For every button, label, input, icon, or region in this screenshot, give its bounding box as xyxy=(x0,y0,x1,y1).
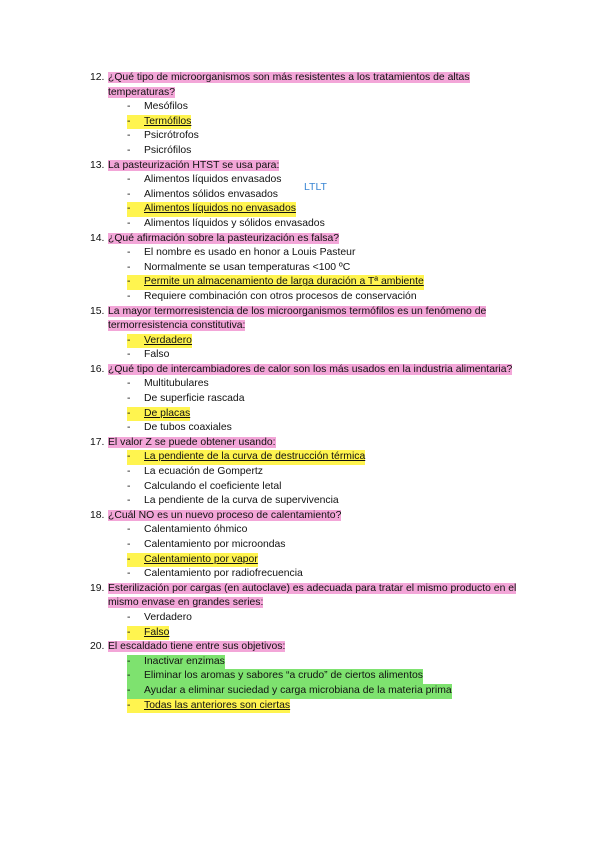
answer-option: - Multitubulares xyxy=(90,377,530,392)
answer-text: El nombre es usado en honor a Louis Pasteur xyxy=(144,247,356,259)
answer-option: - Calentamiento por vapor xyxy=(90,553,530,568)
answer-text: Normalmente se usan temperaturas <100 ºC xyxy=(144,261,351,273)
answer-option: - Ayudar a eliminar suciedad y carga microbiana de la materia prima xyxy=(90,684,530,699)
answer-option: - Mesófilos xyxy=(90,100,530,115)
answer-text: Requiere combinación con otros procesos de conservación xyxy=(144,290,417,302)
answer-option: - Inactivar enzimas xyxy=(90,655,530,670)
question xyxy=(90,640,530,655)
answer-text: La pendiente de la curva de destrucción térmica xyxy=(144,450,365,465)
answer-option: - De placas xyxy=(90,407,530,422)
answer-option: - Calculando el coeficiente letal xyxy=(90,480,530,495)
answer-text: Termófilos xyxy=(144,115,191,130)
question-text: La pasteurización HTST se usa para: xyxy=(108,159,280,171)
answer-text: La ecuación de Gompertz xyxy=(144,466,263,478)
answer-option: - La pendiente de la curva de supervivencia xyxy=(90,494,530,509)
answer-text: Mesófilos xyxy=(144,101,188,113)
answer-text: Ayudar a eliminar suciedad y carga microbiana de la materia prima xyxy=(144,684,452,699)
answer-text: Falso xyxy=(144,626,169,641)
answer-text: Eliminar los aromas y sabores “a crudo” de ciertos alimentos xyxy=(144,669,423,684)
answer-text: Psicrótrofos xyxy=(144,130,199,142)
answer-text: Calentamiento por microondas xyxy=(144,539,286,550)
answer-text: Multitubulares xyxy=(144,378,209,390)
answer-option: - Termófilos xyxy=(90,115,530,130)
question-list xyxy=(90,71,530,713)
answer-option: - Alimentos líquidos y sólidos envasados xyxy=(90,217,530,232)
answer-option: - Requiere combinación con otros procesos de conservación xyxy=(90,290,530,305)
answer-text: Alimentos líquidos y sólidos envasados xyxy=(144,217,325,229)
question xyxy=(90,509,530,524)
question-text: El escaldado tiene entre sus objetivos: xyxy=(108,641,286,653)
answer-option: - Todas las anteriores son ciertas xyxy=(90,699,530,714)
answer-option: - Alimentos sólidos envasados xyxy=(90,188,530,203)
question-text: ¿Qué tipo de microorganismos son más resistentes a los tratamientos de altas temperaturas? xyxy=(108,72,470,98)
question xyxy=(90,436,530,451)
question-number: 18. xyxy=(90,509,105,521)
answer-text: La pendiente de la curva de supervivencia xyxy=(144,495,339,507)
question-number: 16. xyxy=(90,363,105,375)
answer-option: - De tubos coaxiales xyxy=(90,421,530,436)
answer-text: Inactivar enzimas xyxy=(144,655,225,670)
answer-text: Calculando el coeficiente letal xyxy=(144,480,282,492)
question-text: ¿Cuál NO es un nuevo proceso de calentamiento? xyxy=(108,509,342,521)
handwritten-note: LTLT xyxy=(304,181,327,193)
answer-option: - Normalmente se usan temperaturas <100 ºC xyxy=(90,261,530,276)
answer-option: - Calentamiento óhmico xyxy=(90,523,530,538)
answer-text: Verdadero xyxy=(144,334,192,349)
answer-option: - Psicrótrofos xyxy=(90,129,530,144)
answer-text: De superficie rascada xyxy=(144,393,245,405)
question-text: ¿Qué tipo de intercambiadores de calor son los más usados en la industria alimentaria? xyxy=(108,363,513,375)
answer-option: - Alimentos líquidos envasados xyxy=(90,173,530,188)
answer-option: - El nombre es usado en honor a Louis Pasteur xyxy=(90,246,530,261)
answer-text: De tubos coaxiales xyxy=(144,422,232,434)
question-text: El valor Z se puede obtener usando: xyxy=(108,436,276,448)
answer-option: - Verdadero xyxy=(90,334,530,349)
answer-option: - De superficie rascada xyxy=(90,392,530,407)
question xyxy=(90,305,530,334)
question xyxy=(90,363,530,378)
answer-text: Alimentos líquidos no envasados xyxy=(144,202,296,217)
answer-text: Alimentos líquidos envasados xyxy=(144,174,282,186)
question xyxy=(90,71,530,100)
question-number: 12. xyxy=(90,72,105,83)
question xyxy=(90,232,530,247)
answer-text: Verdadero xyxy=(144,611,192,623)
question xyxy=(90,159,530,174)
question-text: ¿Qué afirmación sobre la pasteurización es falsa? xyxy=(108,232,340,244)
answer-text: Calentamiento óhmico xyxy=(144,524,248,536)
answer-option: - Calentamiento por microondas xyxy=(90,538,530,553)
question-number: 13. xyxy=(90,159,105,171)
question-number: 15. xyxy=(90,305,105,317)
answer-text: De placas xyxy=(144,407,190,422)
answer-option: - Calentamiento por radiofrecuencia xyxy=(90,567,530,582)
answer-option: - Alimentos líquidos no envasados xyxy=(90,202,530,217)
question-text: Esterilización por cargas (en autoclave) es adecuada para tratar el mismo producto en el mismo envase en grandes series: xyxy=(108,582,517,609)
answer-text: Calentamiento por radiofrecuencia xyxy=(144,568,303,580)
answer-text: Psicrófilos xyxy=(144,144,192,156)
question-number: 19. xyxy=(90,582,105,594)
answer-option: - Falso xyxy=(90,348,530,363)
question-number: 20. xyxy=(90,641,105,653)
answer-text: Calentamiento por vapor xyxy=(144,553,258,568)
answer-option: - Verdadero xyxy=(90,611,530,626)
question-text: La mayor termorresistencia de los microorganismos termófilos es un fenómeno de termorresistencia constitutiva: xyxy=(108,305,487,332)
answer-text: Permite un almacenamiento de larga duración a Tª ambiente xyxy=(144,275,424,290)
answer-option: - La pendiente de la curva de destrucción térmica xyxy=(90,450,530,465)
answer-option: - Falso xyxy=(90,626,530,641)
answer-option: - Permite un almacenamiento de larga duración a Tª ambiente xyxy=(90,275,530,290)
answer-option: - La ecuación de Gompertz xyxy=(90,465,530,480)
question xyxy=(90,582,530,611)
answer-text: Todas las anteriores son ciertas xyxy=(144,699,290,714)
answer-option: - Psicrófilos xyxy=(90,144,530,159)
answer-text: Falso xyxy=(144,349,170,361)
question-number: 17. xyxy=(90,436,105,448)
answer-text: Alimentos sólidos envasados xyxy=(144,188,278,200)
question-number: 14. xyxy=(90,232,105,244)
answer-option: - Eliminar los aromas y sabores “a crudo” de ciertos alimentos xyxy=(90,669,530,684)
